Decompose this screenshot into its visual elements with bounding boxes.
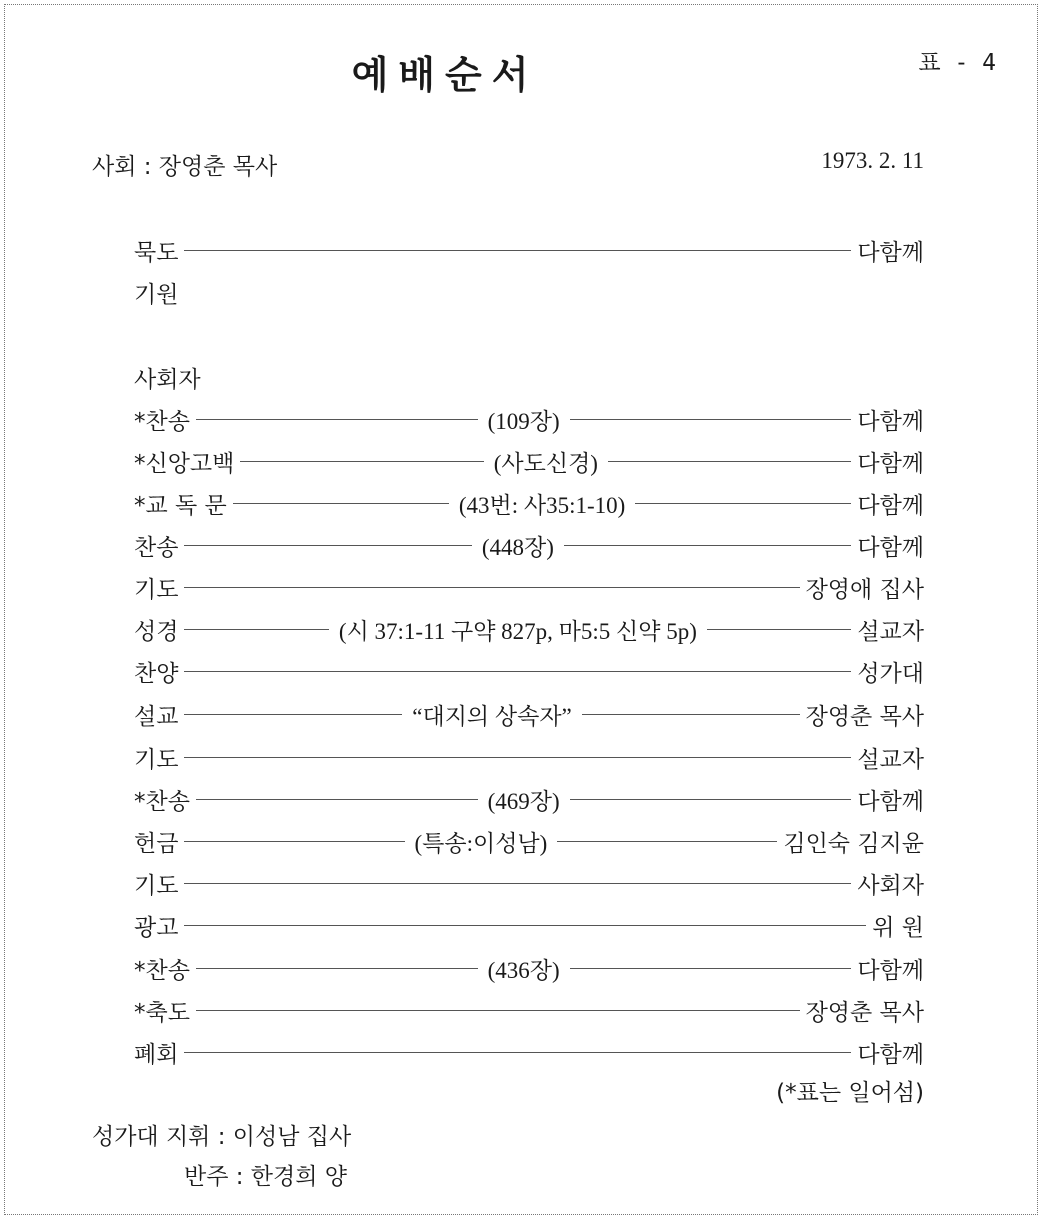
order-leader: 장영춘 목사 bbox=[805, 703, 925, 730]
leader-line bbox=[184, 883, 851, 884]
order-item: 묵도 bbox=[134, 239, 179, 266]
order-detail: (43번: 사35:1-10) bbox=[458, 492, 626, 518]
order-item: 기원 bbox=[134, 281, 179, 308]
order-row bbox=[134, 402, 924, 436]
order-leader: 다함께 bbox=[857, 239, 924, 266]
order-leader: 설교자 bbox=[857, 746, 924, 773]
leader-line bbox=[184, 1052, 851, 1053]
order-leader: 다함께 bbox=[857, 1041, 924, 1068]
standing-footnote: (*표는 일어섬) bbox=[776, 1080, 924, 1106]
order-leader: 장영춘 목사 bbox=[805, 999, 924, 1026]
order-row bbox=[134, 486, 924, 520]
order-row bbox=[134, 528, 924, 562]
order-leader: 다함께 bbox=[857, 408, 925, 435]
order-item: *찬송 bbox=[134, 788, 190, 815]
order-row bbox=[134, 570, 924, 604]
leader-line bbox=[184, 250, 851, 251]
order-leader: 김인숙 김지윤 bbox=[783, 830, 924, 857]
leader-line bbox=[196, 968, 478, 969]
order-item: 성경 bbox=[134, 618, 179, 645]
leader-line bbox=[184, 841, 404, 842]
order-leader: 사회자 bbox=[857, 872, 924, 899]
leader-line bbox=[233, 503, 449, 504]
leader-line bbox=[184, 587, 799, 588]
order-row bbox=[134, 275, 924, 309]
order-leader: 설교자 bbox=[857, 618, 924, 645]
order-row bbox=[134, 1035, 924, 1069]
leader-line bbox=[184, 714, 402, 715]
order-detail: “대지의 상속자” bbox=[412, 703, 572, 729]
leader-line bbox=[707, 629, 851, 630]
order-row bbox=[134, 782, 924, 816]
leader-line bbox=[184, 629, 328, 630]
leader-line bbox=[184, 545, 471, 546]
order-item: 기도 bbox=[134, 872, 179, 899]
choir-director-line: 성가대 지휘 : 이성남 집사 bbox=[92, 1124, 352, 1150]
order-item: 찬양 bbox=[134, 660, 179, 687]
order-item: 광고 bbox=[134, 914, 179, 941]
order-row bbox=[134, 740, 924, 774]
order-row bbox=[134, 697, 924, 731]
document-title: 예배순서 bbox=[351, 53, 539, 97]
order-row bbox=[134, 360, 924, 394]
leader-line bbox=[570, 968, 852, 969]
order-item: 사회자 bbox=[134, 366, 201, 393]
order-item: *교 독 문 bbox=[134, 492, 227, 519]
order-item: 기도 bbox=[134, 746, 179, 773]
leader-line bbox=[240, 461, 483, 462]
order-item: 헌금 bbox=[134, 830, 179, 857]
accompanist-line: 반주 : 한경희 양 bbox=[184, 1164, 347, 1190]
leader-line bbox=[184, 925, 866, 926]
order-leader: 장영애 집사 bbox=[805, 576, 924, 603]
leader-line bbox=[582, 714, 800, 715]
order-row bbox=[134, 951, 924, 985]
leader-line bbox=[570, 419, 852, 420]
order-row bbox=[134, 444, 924, 478]
leader-line bbox=[196, 419, 478, 420]
order-detail: (109장) bbox=[487, 408, 560, 434]
order-item: *축도 bbox=[134, 999, 190, 1026]
page-border bbox=[4, 4, 1038, 1215]
presider-line: 사회 : 장영춘 목사 bbox=[92, 154, 278, 180]
order-row bbox=[134, 654, 924, 688]
leader-line bbox=[196, 1010, 800, 1011]
order-leader: 성가대 bbox=[857, 660, 924, 687]
leader-line bbox=[570, 799, 852, 800]
order-leader: 다함께 bbox=[857, 957, 925, 984]
order-item: 기도 bbox=[134, 576, 179, 603]
order-leader: 다함께 bbox=[857, 492, 925, 519]
order-row bbox=[134, 233, 924, 267]
order-item: 찬송 bbox=[134, 534, 179, 561]
order-item: *찬송 bbox=[134, 957, 190, 984]
order-row bbox=[134, 866, 924, 900]
order-item: *신앙고백 bbox=[134, 450, 235, 477]
leader-line bbox=[608, 461, 851, 462]
order-leader: 위 원 bbox=[872, 914, 924, 941]
table-label: 표 - 4 bbox=[918, 50, 996, 76]
service-date: 1973. 2. 11 bbox=[821, 148, 924, 173]
leader-line bbox=[564, 545, 851, 546]
order-detail: (시 37:1-11 구약 827p, 마5:5 신약 5p) bbox=[338, 618, 697, 644]
order-detail: (448장) bbox=[481, 534, 554, 560]
order-row bbox=[134, 908, 924, 942]
leader-line bbox=[557, 841, 777, 842]
order-leader: 다함께 bbox=[857, 788, 925, 815]
order-item: *찬송 bbox=[134, 408, 190, 435]
order-detail: (469장) bbox=[487, 788, 560, 814]
order-detail: (특송:이성남) bbox=[414, 830, 548, 856]
order-detail: (436장) bbox=[487, 957, 560, 983]
order-row bbox=[134, 824, 924, 858]
leader-line bbox=[635, 503, 851, 504]
order-row bbox=[134, 612, 924, 646]
leader-line bbox=[184, 671, 851, 672]
order-item: 폐회 bbox=[134, 1041, 179, 1068]
order-row bbox=[134, 993, 924, 1027]
leader-line bbox=[184, 757, 851, 758]
order-detail: (사도신경) bbox=[493, 450, 598, 476]
order-leader: 다함께 bbox=[857, 534, 925, 561]
leader-line bbox=[196, 799, 478, 800]
order-item: 설교 bbox=[134, 703, 179, 730]
order-leader: 다함께 bbox=[857, 450, 925, 477]
